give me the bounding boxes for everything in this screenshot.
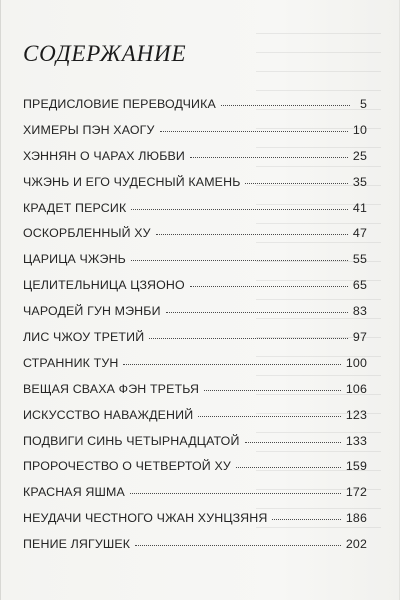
- toc-entry[interactable]: [23, 150, 367, 176]
- toc-page-number: 133: [345, 433, 367, 448]
- toc-leader-dots: [160, 131, 348, 132]
- toc-page-number: 65: [352, 278, 367, 293]
- toc-leader-dots: [236, 467, 341, 468]
- toc-page-number: 25: [352, 148, 367, 163]
- toc-entry[interactable]: [23, 176, 367, 202]
- toc-entry-title: ЦЕЛИТЕЛЬНИЦА ЦЗЯОНО: [23, 278, 185, 293]
- toc-leader-dots: [123, 364, 340, 365]
- toc-entry[interactable]: [23, 279, 367, 305]
- toc-page-number: 202: [345, 537, 367, 552]
- toc-leader-dots: [166, 312, 348, 313]
- toc-entry-title: ЛИС ЧЖОУ ТРЕТИЙ: [23, 330, 145, 345]
- toc-page-number: 97: [352, 330, 367, 345]
- toc-entry[interactable]: [23, 227, 367, 253]
- toc-entry-title: ПЕНИЕ ЛЯГУШЕК: [23, 537, 131, 552]
- toc-leader-dots: [272, 519, 340, 520]
- toc-leader-dots: [190, 286, 348, 287]
- toc-entry[interactable]: [23, 538, 367, 564]
- toc-entry-title: ЦАРИЦА ЧЖЭНЬ: [23, 252, 126, 267]
- toc-entry-title: ВЕЩАЯ СВАХА ФЭН ТРЕТЬЯ: [23, 381, 200, 396]
- toc-entry-title: КРАДЕТ ПЕРСИК: [23, 200, 127, 215]
- toc-page-number: 100: [345, 355, 367, 370]
- toc-entry[interactable]: [23, 383, 367, 409]
- toc-leader-dots: [131, 260, 348, 261]
- toc-entry[interactable]: [23, 253, 367, 279]
- toc-page-number: 35: [352, 174, 367, 189]
- toc-leader-dots: [156, 234, 348, 235]
- toc-entry-title: ПРЕДИСЛОВИЕ ПЕРЕВОДЧИКА: [23, 97, 216, 111]
- toc-entry-title: ОСКОРБЛЕННЫЙ ХУ: [23, 226, 151, 241]
- toc-entry-title: ПОДВИГИ СИНЬ ЧЕТЫРНАДЦАТОЙ: [23, 433, 240, 448]
- toc-entry[interactable]: [23, 512, 367, 538]
- toc-page-number: 186: [345, 511, 367, 526]
- toc-entry[interactable]: [23, 98, 367, 124]
- toc-leader-dots: [131, 209, 348, 210]
- toc-page-number: 123: [345, 407, 367, 422]
- toc-leader-dots: [135, 545, 341, 546]
- toc-entry-title: ЧЖЭНЬ И ЕГО ЧУДЕСНЫЙ КАМЕНЬ: [23, 174, 241, 189]
- toc-leader-dots: [149, 338, 348, 339]
- toc-entry[interactable]: [23, 460, 367, 486]
- toc-page-number: 41: [352, 200, 367, 215]
- toc-entry[interactable]: [23, 202, 367, 228]
- toc-leader-dots: [190, 157, 348, 158]
- toc-entry-title: ХЭННЯН О ЧАРАХ ЛЮБВИ: [23, 148, 185, 163]
- toc-leader-dots: [204, 390, 341, 391]
- toc-leader-dots: [245, 183, 347, 184]
- toc-entry[interactable]: [23, 435, 367, 461]
- toc-entry[interactable]: [23, 357, 367, 383]
- toc-entry-title: КРАСНАЯ ЯШМА: [23, 485, 125, 500]
- toc-entry[interactable]: [23, 331, 367, 357]
- toc-entry[interactable]: [23, 305, 367, 331]
- toc-entry-title: ЧАРОДЕЙ ГУН МЭНБИ: [23, 304, 161, 319]
- toc-entry-title: ИСКУССТВО НАВАЖДЕНИЙ: [23, 407, 194, 422]
- toc-entry[interactable]: [23, 486, 367, 512]
- toc-page-number: 47: [352, 226, 367, 241]
- toc-page-number: 83: [352, 304, 367, 319]
- toc-page-number: 159: [345, 459, 367, 474]
- toc-entry-title: ПРОРОЧЕСТВО О ЧЕТВЕРТОЙ ХУ: [23, 459, 231, 474]
- table-of-contents-title: СОДЕРЖАНИЕ: [23, 41, 187, 66]
- toc-entry-title: НЕУДАЧИ ЧЕСТНОГО ЧЖАН ХУНЦЗЯНЯ: [23, 511, 268, 526]
- toc-page-number: 10: [352, 122, 367, 137]
- toc-page-number: 106: [345, 381, 367, 396]
- table-of-contents: [23, 98, 367, 564]
- toc-entry[interactable]: [23, 124, 367, 150]
- toc-entry-title: ХИМЕРЫ ПЭН ХАОГУ: [23, 122, 155, 137]
- toc-leader-dots: [198, 416, 341, 417]
- toc-page-number: 55: [352, 252, 367, 267]
- toc-entry[interactable]: [23, 409, 367, 435]
- toc-leader-dots: [245, 442, 341, 443]
- toc-page-number: 172: [345, 485, 367, 500]
- toc-page-number: 5: [359, 97, 367, 111]
- toc-entry-title: СТРАННИК ТУН: [23, 355, 119, 370]
- toc-leader-dots: [221, 105, 350, 106]
- toc-leader-dots: [130, 493, 341, 494]
